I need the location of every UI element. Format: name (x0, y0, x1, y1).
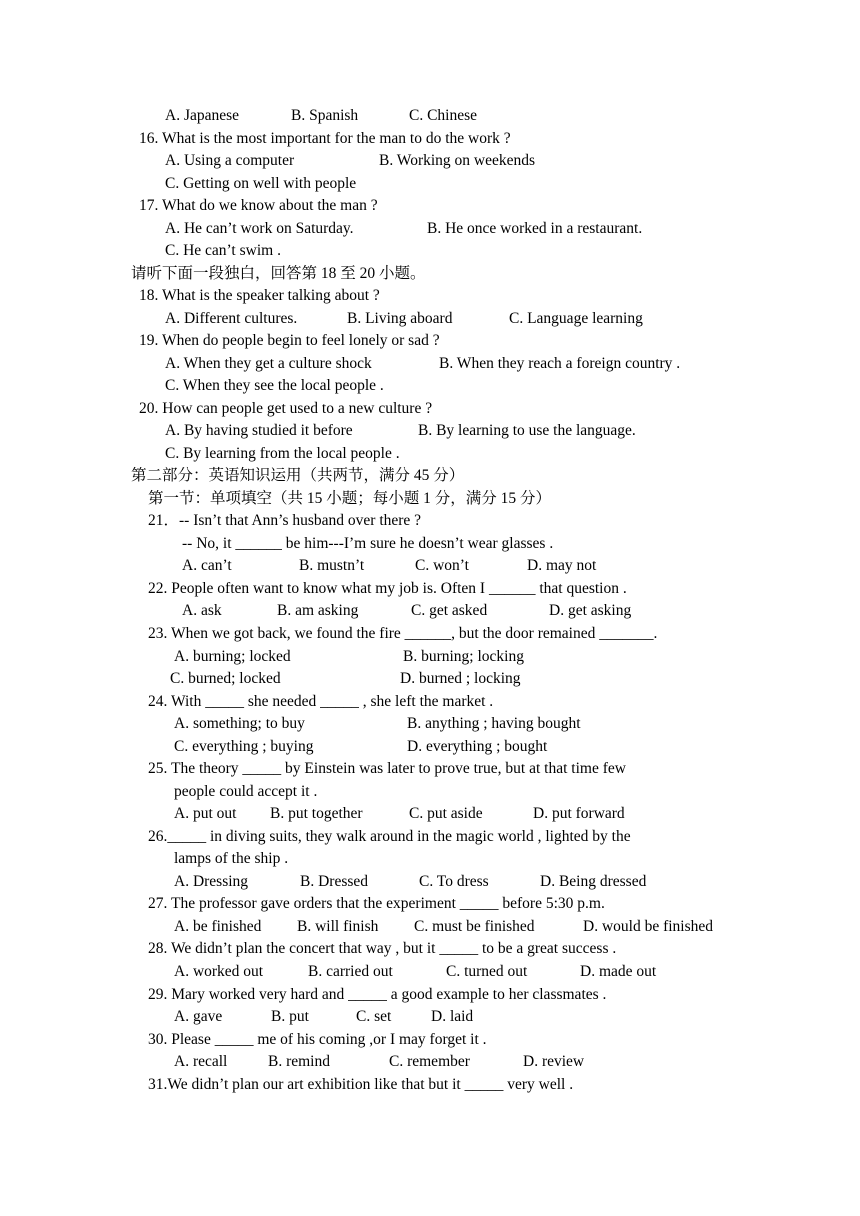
q31-stem: 31.We didn’t plan our art exhibition like that but it _____ very well . (148, 1076, 574, 1093)
q19-stem: 19. When do people begin to feel lonely or sad ? (139, 332, 440, 349)
q22-option-b: B. am asking (277, 602, 359, 619)
q29-option-d: D. laid (431, 1008, 474, 1025)
q15-option-b: B. Spanish (291, 107, 359, 124)
q23-option-d: D. burned ; locking (400, 670, 521, 687)
q27-stem: 27. The professor gave orders that the experiment _____ before 5:30 p.m. (148, 895, 605, 912)
q23-option-b: B. burning; locking (403, 648, 524, 665)
q28-option-c: C. turned out (446, 963, 528, 980)
q27-option-d: D. would be finished (583, 918, 714, 935)
q25-option-a: A. put out (174, 805, 237, 822)
q21-stem-line2: -- No, it ______ be him---I’m sure he doesn’t wear glasses . (182, 535, 554, 552)
q20-option-a: A. By having studied it before (165, 422, 353, 439)
q17-option-b: B. He once worked in a restaurant. (427, 220, 643, 237)
q17-stem: 17. What do we know about the man ? (139, 197, 378, 214)
q16-option-b: B. Working on weekends (379, 152, 536, 169)
q23-stem: 23. When we got back, we found the fire ______, but the door remained _______. (148, 625, 658, 642)
q17-option-c: C. He can’t swim . (165, 242, 281, 259)
q15-option-a: A. Japanese (165, 107, 240, 124)
q16-option-c: C. Getting on well with people (165, 175, 357, 192)
q25-stem: 25. The theory _____ by Einstein was later to prove true, but at that time few (148, 760, 626, 777)
q18-option-c: C. Language learning (509, 310, 643, 327)
q27-option-c: C. must be finished (414, 918, 535, 935)
q22-stem: 22. People often want to know what my job is. Often I ______ that question . (148, 580, 627, 597)
q26-stem: 26._____ in diving suits, they walk around in the magic world , lighted by the (148, 828, 631, 845)
q29-stem: 29. Mary worked very hard and _____ a good example to her classmates . (148, 986, 607, 1003)
q19-option-c: C. When they see the local people . (165, 377, 384, 394)
q24-option-d: D. everything ; bought (407, 738, 548, 755)
q22-option-a: A. ask (182, 602, 222, 619)
q22-option-c: C. get asked (411, 602, 488, 619)
q25-option-c: C. put aside (409, 805, 483, 822)
listening-instruction: 请听下面一段独白，回答第 18 至 20 小题。 (131, 265, 426, 282)
q20-stem: 20. How can people get used to a new culture ? (139, 400, 433, 417)
q26-stem-line2: lamps of the ship . (174, 850, 289, 867)
q18-stem: 18. What is the speaker talking about ? (139, 287, 380, 304)
q30-option-b: B. remind (268, 1053, 330, 1070)
q21-option-a: A. can’t (182, 557, 232, 574)
q26-option-b: B. Dressed (300, 873, 369, 890)
q30-option-a: A. recall (174, 1053, 228, 1070)
q20-option-b: B. By learning to use the language. (418, 422, 636, 439)
q24-option-a: A. something; to buy (174, 715, 305, 732)
q21-stem: 21．-- Isn’t that Ann’s husband over there ? (148, 512, 422, 529)
q25-option-b: B. put together (270, 805, 363, 822)
q29-option-a: A. gave (174, 1008, 223, 1025)
q20-option-c: C. By learning from the local people . (165, 445, 400, 462)
q26-option-c: C. To dress (419, 873, 489, 890)
q15-option-c: C. Chinese (409, 107, 478, 124)
q24-stem: 24. With _____ she needed _____ , she left the market . (148, 693, 494, 710)
q28-stem: 28. We didn’t plan the concert that way , but it _____ to be a great success . (148, 940, 617, 957)
q19-option-b: B. When they reach a foreign country . (439, 355, 681, 372)
q30-stem: 30. Please _____ me of his coming ,or I may forget it . (148, 1031, 487, 1048)
q28-option-b: B. carried out (308, 963, 393, 980)
q21-option-c: C. won’t (415, 557, 469, 574)
q25-option-d: D. put forward (533, 805, 625, 822)
q23-option-c: C. burned; locked (170, 670, 281, 687)
q16-stem: 16. What is the most important for the man to do the work ? (139, 130, 511, 147)
q16-option-a: A. Using a computer (165, 152, 295, 169)
q18-option-b: B. Living aboard (347, 310, 453, 327)
q30-option-d: D. review (523, 1053, 585, 1070)
q28-option-a: A. worked out (174, 963, 264, 980)
q27-option-a: A. be finished (174, 918, 262, 935)
q29-option-b: B. put (271, 1008, 309, 1025)
q18-option-a: A. Different cultures. (165, 310, 298, 327)
section1-heading: 第一节：单项填空（共 15 小题；每小题 1 分，满分 15 分） (148, 490, 552, 507)
q22-option-d: D. get asking (549, 602, 632, 619)
q23-option-a: A. burning; locked (174, 648, 291, 665)
q17-option-a: A. He can’t work on Saturday. (165, 220, 354, 237)
q19-option-a: A. When they get a culture shock (165, 355, 372, 372)
q27-option-b: B. will finish (297, 918, 379, 935)
q24-option-b: B. anything ; having bought (407, 715, 581, 732)
q25-stem-line2: people could accept it . (174, 783, 318, 800)
q21-option-d: D. may not (527, 557, 597, 574)
q28-option-d: D. made out (580, 963, 657, 980)
q24-option-c: C. everything ; buying (174, 738, 314, 755)
q30-option-c: C. remember (389, 1053, 470, 1070)
q29-option-c: C. set (356, 1008, 392, 1025)
part2-heading: 第二部分：英语知识运用（共两节，满分 45 分） (131, 467, 465, 484)
q26-option-a: A. Dressing (174, 873, 249, 890)
q26-option-d: D. Being dressed (540, 873, 647, 890)
q21-option-b: B. mustn’t (299, 557, 365, 574)
